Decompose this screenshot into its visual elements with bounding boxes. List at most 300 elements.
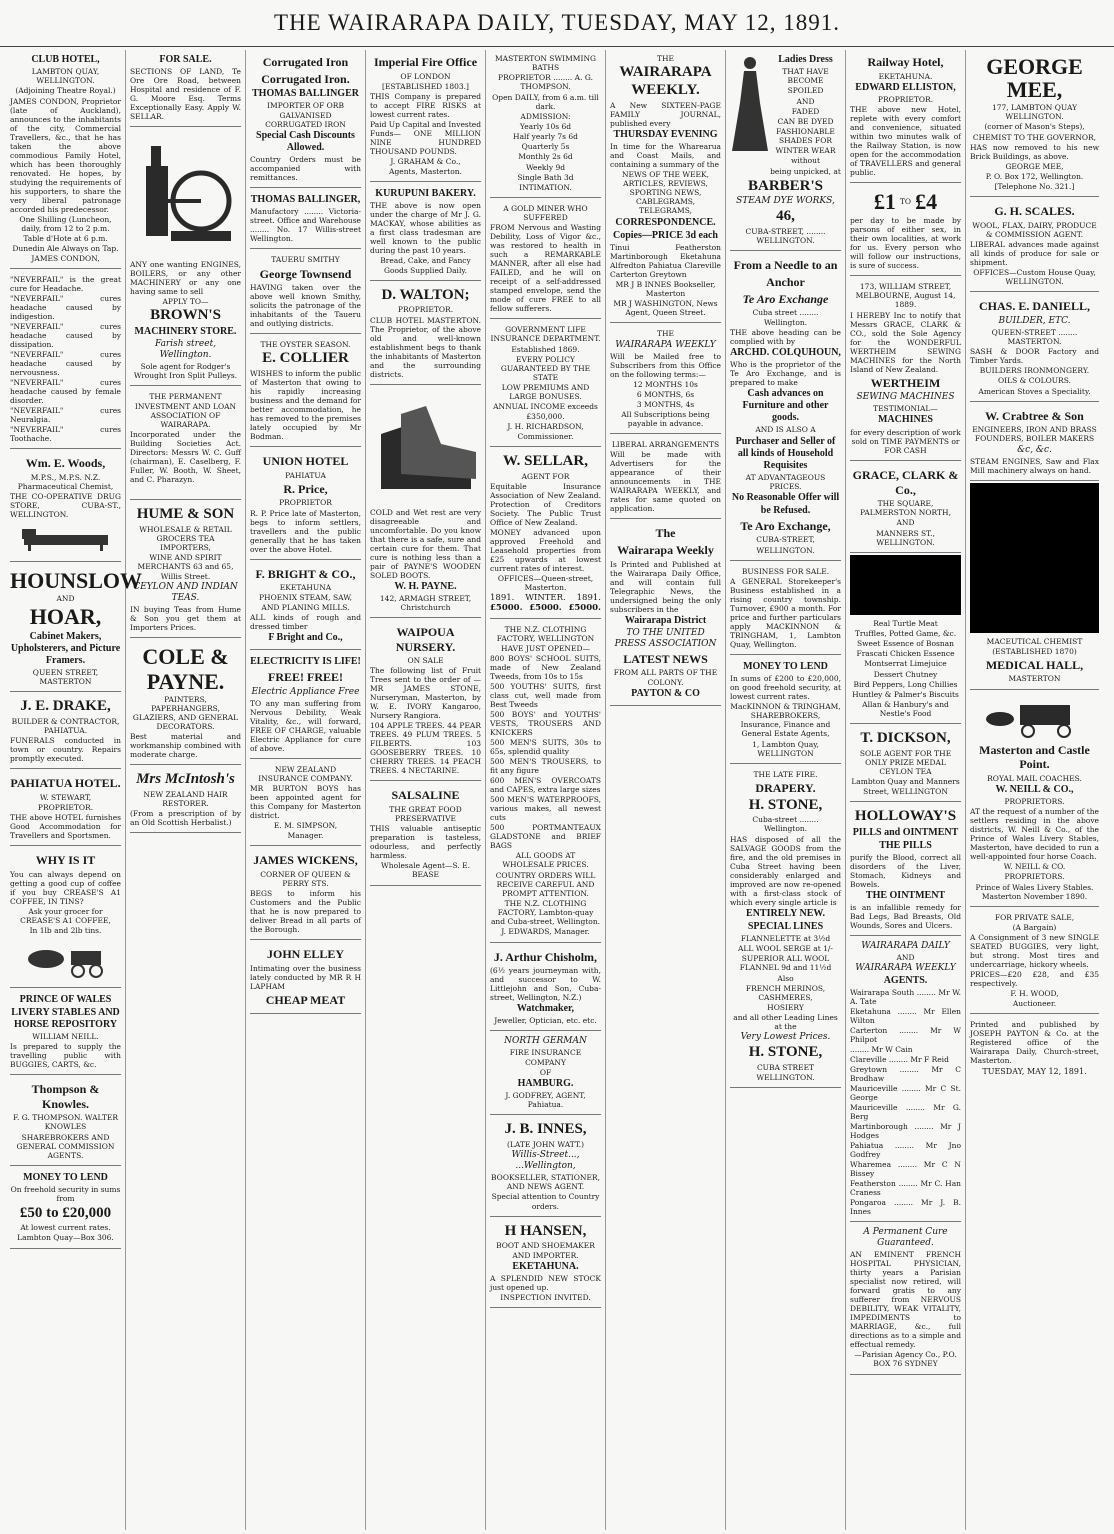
scales-sub: WOOL, FLAX, DAIRY, PRODUCE & COMMISSION AGENT. xyxy=(972,220,1097,239)
ad-union-hotel xyxy=(250,449,361,560)
club-hotel-body: JAMES CONDON, Proprietor (late of Auckland), announces to the inhabitants of the city, Commercial Travellers, &c., that he has taken the above commodious Family Hotel, which has been thoroughly renovated. He hopes, by studying the requirements of his supporters, to share the very liberal patronage accorded his predecessor. xyxy=(10,96,121,214)
pahiatua-hotel-name: W. STEWART, xyxy=(39,793,92,803)
the-daily-body2: TO THE UNITED PRESS ASSOCIATION xyxy=(614,627,717,649)
horse-carriage-illustration-icon xyxy=(16,939,116,979)
money-rate: At lowest current rates. xyxy=(20,1223,111,1233)
weekly-pre: THE xyxy=(656,54,675,63)
nz-ins-name: E. M. SIMPSON, xyxy=(273,820,338,830)
castle-sub: ROYAL MAIL COACHES. xyxy=(987,773,1082,783)
kurupuni-goods: Bread, Cake, and Fancy Goods Supplied Daily. xyxy=(380,256,471,275)
wickens-title: JAMES WICKENS, xyxy=(253,853,358,868)
hounslow-sub: Cabinet Makers, Upholsterers, and Picture Framers. xyxy=(10,630,121,666)
hounslow-amp: AND xyxy=(56,594,75,604)
ad-neverfail xyxy=(10,271,121,449)
hounslow-addr: QUEEN STREET, MASTERTON xyxy=(32,668,99,687)
ad-drake xyxy=(10,694,121,769)
turtle-line: Allan & Hanbury's and Nestle's Food xyxy=(862,700,949,719)
sellar-amount: £5000. xyxy=(529,603,562,614)
scales-body: LIBERAL advances made against all kinds of produce for sale or shipment. xyxy=(970,240,1099,268)
daniell-addr: QUEEN-STREET ........ MASTERTON. xyxy=(991,327,1078,347)
the-daily-title: The xyxy=(655,526,676,541)
browns-agent: Sole agent for Rodger's Wrought Iron Split Pulleys. xyxy=(133,362,238,381)
money-sub: On freehold security in sums from xyxy=(10,1185,121,1204)
club-hotel-sub2: (Adjoining Theatre Royal.) xyxy=(15,86,116,96)
clothing-sub: HAVE JUST OPENED— xyxy=(501,644,590,654)
imperial-role: Agents, Masterton. xyxy=(389,167,462,177)
union-sub: PAHIATUA xyxy=(285,470,326,480)
sellar-sub: AGENT FOR xyxy=(521,471,570,481)
thompson-title: Thompson & Knowles. xyxy=(31,1082,100,1111)
sale-role: Auctioneer. xyxy=(1012,999,1057,1009)
castle-name2: W. NEILL & CO. xyxy=(1003,862,1066,872)
sellar-office: OFFICES—Queen-street, Masterton. xyxy=(497,573,594,592)
mail-the: THE xyxy=(656,329,675,339)
govt-life-guarantee: EVERY POLICY GUARANTEED BY THE STATE xyxy=(500,354,591,382)
govt-life-title: GOVERNMENT LIFE INSURANCE DEPARTMENT. xyxy=(490,325,601,344)
sellar-amounts xyxy=(490,603,601,613)
ad-for-sale xyxy=(130,50,241,127)
exchange-body: THE above heading can be complied with by xyxy=(730,327,841,346)
hume-title: HUME & SON xyxy=(136,506,235,523)
exchange-title2: Te Aro Exchange, xyxy=(740,518,831,533)
wertheim-body: I HEREBY Inc to notify that Messrs GRACE, CLARK & CO., sold the Sole Agency for the WONDERFUL WERTHEIM SEWING MACHINES for the North Island of New Zealand. xyxy=(850,310,961,374)
clothing-item: 500 MEN'S WATERPROOFS, various makes, all newest cuts xyxy=(490,795,601,823)
crabtree-body: STEAM ENGINES, Saw and Flax Mill machinery always on hand. xyxy=(970,456,1099,475)
north-german-title: NORTH GERMAN xyxy=(504,1036,587,1047)
exchange-addr: Cuba street ........ Wellington. xyxy=(752,308,819,327)
dickson-sub: SOLE AGENT FOR THE ONLY PRIZE MEDAL CEYLON TEA xyxy=(859,749,952,777)
govt-life-premiums: LOW PREMIUMS AND LARGE BONUSES. xyxy=(501,383,590,402)
thompson-sub: F. G. THOMPSON. WALTER KNOWLES xyxy=(12,1113,119,1132)
fire-sub: DRAPERY. xyxy=(755,780,816,795)
ad-prince-livery xyxy=(10,990,121,1075)
hume-sub2: WINE AND SPIRIT MERCHANTS 63 and 65, Willis Street. xyxy=(137,553,234,581)
baths-row: Quarterly 5s xyxy=(521,142,570,152)
innes-role: BOOKSELLER, STATIONER, AND NEWS AGENT. xyxy=(491,1173,600,1192)
columns xyxy=(6,50,1108,1530)
club-hotel-lunch: One Shilling (Luncheon, daily, from 12 to 2 p.m. xyxy=(19,214,112,233)
exchange-purchaser: Purchaser and Seller of all kinds of Household Requisites xyxy=(735,435,836,471)
hume-sub: WHOLESALE & RETAIL GROCERS TEA IMPORTERS, xyxy=(139,524,232,553)
fire-also: Also xyxy=(777,973,794,983)
ad-govt-life xyxy=(490,321,601,447)
holloway-title: HOLLOWAY'S xyxy=(854,807,957,824)
sellar-year: WINTER. xyxy=(525,593,566,604)
chisholm-title: J. Arthur Chisholm, xyxy=(493,949,598,964)
exchange-offer: No Reasonable Offer will be Refused. xyxy=(731,492,840,516)
iron-sub: IMPORTER OF ORB GALVANISED CORRUGATED IRON xyxy=(265,101,346,129)
money2-addr: 1, Lambton Quay, WELLINGTON xyxy=(752,739,819,758)
neverfail-line: "NEVERFAIL" is the great cure for Headache. xyxy=(10,275,121,294)
ad-browns xyxy=(130,129,241,386)
imperial-capital: Paid Up Capital and Invested Funds— ONE MILLION NINE HUNDRED THOUSAND POUNDS. xyxy=(370,119,482,156)
cole-title1: COLE & xyxy=(142,643,229,669)
neverfail-line: "NEVERFAIL" cures headache caused by female disorder. xyxy=(10,378,121,406)
imprint xyxy=(970,1016,1099,1081)
salsaline-body: THIS valuable antiseptic preparation is tasteless, odourless, and perfectly harmless. xyxy=(370,824,481,861)
ad-wickens xyxy=(250,848,361,940)
iron-body: Country Orders must be accompanied with remittances. xyxy=(250,155,361,183)
wertheim-title: WERTHEIM xyxy=(870,375,941,390)
imprint-date: TUESDAY, MAY 12, 1891. xyxy=(982,1067,1087,1077)
ad-elley xyxy=(250,942,361,1014)
sellar-year: 1891. xyxy=(576,593,601,604)
woods-title: Wm. E. Woods, xyxy=(25,456,106,471)
dress-line: WINTER WEAR xyxy=(775,146,836,156)
exchange-cash: Cash advances on Furniture and other goods. xyxy=(742,387,829,424)
holloway-sub: PILLS and OINTMENT xyxy=(852,826,959,838)
innes-title: J. B. INNES, xyxy=(504,1121,587,1138)
column-2 xyxy=(126,50,246,1530)
dress-line: SPOILED xyxy=(787,86,824,96)
dress-block xyxy=(730,53,841,177)
baths-row: Yearly 10s 6d xyxy=(519,121,572,131)
salsaline-title: SALSALINE xyxy=(391,788,460,803)
steam-engine-illustration-icon xyxy=(131,136,241,256)
innes-note: Special attention to Country orders. xyxy=(491,1192,600,1211)
govt-life-income: ANNUAL INCOME exceeds £350,000. xyxy=(493,402,598,421)
money-title: MONEY TO LEND xyxy=(23,1172,108,1184)
ad-wairarapa-weekly xyxy=(610,50,721,323)
exchange-name: ARCHD. COLQUHOUN, xyxy=(730,346,841,358)
sale-body: A Consignment of 3 new SINGLE SEATED BUGGIES, very light, but strong. Most tires and undercarriage, hickory wheels. xyxy=(970,933,1099,970)
mee-tel: [Telephone No. 321.] xyxy=(994,182,1075,192)
mee-addr: 177, LAMBTON QUAY WELLINGTON. xyxy=(991,103,1078,122)
ad-imperial-fire xyxy=(370,50,481,182)
chisholm-trade: Watchmaker, xyxy=(516,1003,575,1015)
weekly-price: Copies—PRICE 3d each xyxy=(612,229,718,241)
dress-num: 46, xyxy=(776,208,795,225)
grace-addr: MANNERS ST., WELLINGTON. xyxy=(876,528,935,547)
ad-barbers-dye xyxy=(730,50,841,251)
fire-addr2: CUBA STREET xyxy=(756,1063,815,1073)
electricity-title: ELECTRICITY IS LIFE! xyxy=(250,655,361,667)
oyster-title: THE OYSTER SEASON. xyxy=(260,340,351,350)
the-daily-publisher: PAYTON & CO xyxy=(631,687,700,699)
walton-name: D. WALTON; xyxy=(381,286,470,303)
clothing-item: 500 BOYS' and YOUTHS' VESTS, TROUSERS AND KNICKERS xyxy=(490,710,601,738)
north-german-sub: FIRE INSURANCE COMPANY xyxy=(509,1048,582,1067)
hansen-town: EKETAHUNA. xyxy=(512,1260,579,1272)
exchange-addr2: CUBA-STREET, xyxy=(756,535,815,545)
for-sale-title: FOR SALE. xyxy=(159,54,212,65)
browns-apply: APPLY TO— xyxy=(162,297,209,307)
sale-name: F. H. WOOD, xyxy=(1010,989,1059,999)
crabtree-title: W. Crabtree & Son xyxy=(985,408,1084,423)
fire-item: ALL WOOL SERGE at 1/- xyxy=(738,944,833,954)
agents-row: Martinborough ........ Mr J Hodges xyxy=(850,1122,961,1141)
dress-name: BARBER'S xyxy=(747,177,824,194)
ad-swimming-baths xyxy=(490,50,601,198)
boots-body: COLD and Wet rest are very disagreeable and uncomfortable. Do you know that there is a safe, sure and certain cure for them. That cure is nothing less than a pair of PAYNE'S WOODEN SOLED BOOTS. xyxy=(370,507,481,580)
scales-title: G. H. SCALES. xyxy=(994,204,1075,219)
iron-title1: Corrugated Iron xyxy=(262,55,349,69)
ad-the-weekly xyxy=(610,521,721,705)
fire-body: HAS disposed of all the SALVAGE GOODS from the fire, and the old premises in Cuba Street having been considerably enlarged and improved are now re-opened with a first-class stock of which every single article is xyxy=(730,834,841,907)
ad-turtle xyxy=(850,615,961,724)
agents-title1: WAIRARAPA DAILY xyxy=(861,941,950,952)
imperial-body: THIS Company is prepared to accept FIRE RISKS at lowest current rates. xyxy=(370,91,481,119)
baths-row: Monthly 2s 6d xyxy=(518,152,573,162)
sellar-amount: £5000. xyxy=(490,603,523,614)
clothing-item: 800 BOYS' SCHOOL SUITS, made of New Zealand Tweeds, from 10s to 15s xyxy=(490,654,601,682)
business-title: BUSINESS FOR SALE. xyxy=(741,566,830,576)
fire-item: SUPERIOR ALL WOOL FLANNEL 9d and 11½d xyxy=(739,954,832,973)
dress-addr: CUBA-STREET, ........ WELLINGTON. xyxy=(745,227,826,246)
walton-body: CLUB HOTEL MASTERTON. The Proprietor, of the above old and well-known establishment begs to thank the inhabitants of Masterton and the surrounding districts. xyxy=(370,315,481,379)
mee-name: GEORGE MEE, xyxy=(1005,161,1064,171)
taueru-body: HAVING taken over the above well known Smithy, solicits the patronage of the inhabitants of the Taueru and outlying districts. xyxy=(250,283,361,329)
ad-ballinger2 xyxy=(250,190,361,249)
the-daily-district: Wairarapa District xyxy=(624,614,707,626)
elley-tag: CHEAP MEAT xyxy=(265,992,346,1007)
union-name: R. Price, xyxy=(283,481,328,496)
ad-permanent xyxy=(130,388,241,500)
wertheim-addr: 173, WILLIAM STREET, MELBOURNE, August 14, 1889. xyxy=(855,282,956,310)
bright-title: F. BRIGHT & CO., xyxy=(255,566,356,581)
scales-office: OFFICES—Custom House Quay, WELLINGTON. xyxy=(973,268,1096,287)
lady-figure-illustration-icon xyxy=(730,53,770,153)
ad-scales xyxy=(970,199,1099,292)
ad-holloway xyxy=(850,804,961,936)
sellar-title: W. SELLAR, xyxy=(503,452,588,469)
fire-hosiery: HOSIERY xyxy=(767,1002,804,1012)
railway-name: EDWARD ELLISTON, xyxy=(855,81,956,93)
mail-body: Will be Mailed free to Subscribers from this Office on the following terms:— xyxy=(610,351,721,379)
fire-merinos: FRENCH MERINOS, CASHMERES, xyxy=(745,983,826,1002)
chisholm-body: (6½ years journeyman with, and successor to W. Littlejohn and Son, Cuba-street, Wellington, N.Z.) xyxy=(490,966,601,1003)
ad-liberal xyxy=(610,436,721,519)
weekly-body2: In time for the Wharearua and Coast Mails, and containing a summary of the xyxy=(610,141,721,169)
clothing-item: 600 MEN'S OVERCOATS and CAPES, extra large sizes xyxy=(490,776,601,795)
salsaline-agent: Wholesale Agent—S. E. BEASE xyxy=(381,861,470,880)
ad-hume xyxy=(130,502,241,638)
ad-money-lend-2 xyxy=(730,657,841,764)
union-title: UNION HOTEL xyxy=(262,454,349,469)
why-body: You can always depend on getting a good cup of coffee if you buy CREASE'S A1 COFFEE, IN TINS? xyxy=(10,869,121,906)
money-addr: Lambton Quay—Box 306. xyxy=(17,1233,114,1243)
nz-ins-role: Manager. xyxy=(287,831,324,841)
ad-crabtree xyxy=(970,404,1099,481)
exchange-lead2: Anchor xyxy=(766,275,805,290)
wertheim-terms: for every description of work sold on TIME PAYMENTS or FOR CASH xyxy=(850,427,961,455)
ad-mcintosh xyxy=(130,767,241,833)
castle-name: W. NEILL & CO., xyxy=(995,783,1074,795)
baths-int: INTIMATION. xyxy=(519,182,572,192)
electricity-sub: FREE! FREE! xyxy=(268,670,343,685)
ad-electricity xyxy=(250,652,361,759)
clothing-addr: THE N.Z. CLOTHING FACTORY, Lambton-quay and Cuba-street, Wellington. xyxy=(490,898,601,927)
prince-title: PRINCE OF WALES LIVERY STABLES AND HORSE REPOSITORY xyxy=(11,994,120,1030)
sellar-years xyxy=(490,593,601,603)
fire-other: and all other Leading Lines at the xyxy=(733,1013,838,1032)
clothing-item: 500 PORTMANTEAUX GLADSTONE and BRIEF BAGS xyxy=(490,823,601,851)
railway-title: Railway Hotel, xyxy=(867,55,944,69)
grace-sub: THE SQUARE, PALMERSTON NORTH, xyxy=(860,499,951,518)
dress-line: AND xyxy=(796,96,815,106)
hansen-body: A SPLENDID NEW STOCK just opened up. xyxy=(490,1273,601,1292)
ad-dickson xyxy=(850,726,961,801)
imperial-title: Imperial Fire Office xyxy=(373,55,478,69)
hounslow-title2: HOAR, xyxy=(29,604,102,630)
physician-addr: —Parisian Agency Co., P.O. BOX 76 SYDNEY xyxy=(854,1350,957,1369)
cole-body: Best material and workmanship combined with moderate charge. xyxy=(130,732,241,760)
neverfail-line: "NEVERFAIL" cures headache caused by dissipation. xyxy=(10,322,121,350)
ad-private-sale xyxy=(970,909,1099,1015)
dress-line: FASHIONABLE SHADES FOR xyxy=(776,127,835,146)
mcintosh-title: Mrs McIntosh's xyxy=(136,771,235,788)
ad-club-hotel xyxy=(10,50,121,269)
ad-grace-clark xyxy=(850,463,961,553)
prince-name: WILLIAM NEILL. xyxy=(32,1031,99,1041)
ad-medical-hall xyxy=(970,633,1099,690)
daniell-body: SASH & DOOR Factory and Timber Yards. xyxy=(970,347,1099,366)
agents-row: Featherston ........ Mr C. Han Craness xyxy=(850,1179,961,1198)
ad-salsaline xyxy=(370,783,481,885)
ad-bright xyxy=(250,562,361,650)
castle-title: Masterton and Castle Point. xyxy=(979,742,1090,772)
daniell-sub: BUILDER, ETC. xyxy=(998,315,1071,326)
column-5 xyxy=(486,50,606,1530)
nz-ins-body: MR BURTON BOYS has been appointed agent for this Company for Masterton district. xyxy=(250,783,361,820)
electricity-sub2: Electric Appliance Free xyxy=(251,686,360,697)
why-footer: Ask your grocer for CREASE'S A1 COFFEE, xyxy=(20,906,111,926)
hall-town: MASTERTON xyxy=(1008,674,1061,684)
daniell-speciality: American Stoves a Speciality. xyxy=(978,386,1091,396)
baths-row: Single Bath 3d xyxy=(517,172,574,182)
pahiatua-hotel-role: PROPRIETOR. xyxy=(37,803,94,813)
fire-addr: Cuba-street ........ Wellington. xyxy=(752,815,819,834)
woods-body: THE CO-OPERATIVE DRUG STORE, CUBA-ST., WELLINGTON. xyxy=(10,492,121,520)
daniell-role: BUILDERS IRONMONGERY. xyxy=(979,366,1090,376)
hall-role: MACEUTICAL CHEMIST xyxy=(986,636,1083,646)
pahiatua-hotel-body: THE above HOTEL furnishes Good Accommodation for Travellers and Sportsmen. xyxy=(10,813,121,841)
ad-nz-insurance xyxy=(250,761,361,847)
mail-title: WAIRARAPA WEEKLY xyxy=(615,339,716,350)
ad-kurupuni xyxy=(370,184,481,280)
castle-role: PROPRIETORS. xyxy=(1004,797,1065,807)
pound-amount2: £4 xyxy=(915,189,938,215)
clothing-country: COUNTRY ORDERS WILL RECEIVE CAREFUL AND PROMPT ATTENTION. xyxy=(495,870,596,898)
imperial-est: [ESTABLISHED 1803.] xyxy=(382,81,469,91)
why-title: WHY IS IT xyxy=(35,853,96,868)
club-hotel-dinner: Table d'Hote at 6 p.m. xyxy=(23,233,108,243)
govt-life-role: Commissioner. xyxy=(517,431,574,441)
pound-body: per day to be made by parsons of either sex, in their own localities, at work for us. Every person who will follow our instructions, is sure of success. xyxy=(850,216,961,271)
masthead xyxy=(0,0,1114,47)
ad-payne-boots xyxy=(370,387,481,618)
drake-sub: BUILDER & CONTRACTOR, PAHIATUA. xyxy=(11,717,120,736)
mee-chemist: CHEMIST TO THE GOVERNOR, xyxy=(972,132,1097,142)
clothing-title: THE N.Z. CLOTHING FACTORY, WELLINGTON xyxy=(496,624,595,643)
railway-body: THE above new Hotel, replete with every comfort and convenience, situated within two minutes walk of the Railway Station, is now open for the accommodation of TRAVELLERS and general public. xyxy=(850,105,961,178)
neverfail-line: "NEVERFAIL" cures Toothache. xyxy=(10,425,121,444)
ad-te-aro-exchange xyxy=(730,253,841,560)
hansen-foot: INSPECTION INVITED. xyxy=(500,1292,591,1302)
clothing-item: 500 MEN'S TROUSERS, to fit any figure xyxy=(490,757,601,776)
imperial-sub: OF LONDON xyxy=(400,71,451,81)
ad-money-lend xyxy=(10,1168,121,1249)
turtle-line: Montserrat Limejuice xyxy=(864,659,947,669)
gold-body: FROM Nervous and Wasting Debility, Loss of Vigor &c., was restored to health in such a REMARKABLE MANNER, after all else had FAILED, and he will on receipt of a self-addressed stamped envelope, send the mode of cure FREE to all fellow sufferers. xyxy=(490,223,601,314)
column-9 xyxy=(966,50,1103,1530)
ad-hansen xyxy=(490,1219,601,1308)
column-8 xyxy=(846,50,966,1530)
railway-sub: EKETAHUNA. xyxy=(878,71,933,81)
ad-oyster xyxy=(250,336,361,447)
ad-cole-payne xyxy=(130,640,241,766)
agents-row: Pahiatua ........ Mr Jno Godfrey xyxy=(850,1141,961,1160)
ad-taueru xyxy=(250,251,361,334)
the-daily-from: FROM ALL PARTS OF THE COLONY. xyxy=(613,668,718,687)
elley-body: Intimating over the business lately conducted by MR R H LAPHAM xyxy=(250,963,361,991)
column-7 xyxy=(726,50,846,1530)
daniell-oils: OILS & COLOURS. xyxy=(998,376,1071,386)
ad-pound-per-day xyxy=(850,185,961,276)
prince-body: Is prepared to supply the travelling public with BUGGIES, CARTS, &c. xyxy=(10,1042,121,1070)
woods-sub: M.P.S., M.P.S. N.Z. Pharmaceutical Chemist, xyxy=(17,472,114,492)
agents-title2: WAIRARAPA WEEKLY xyxy=(855,963,956,974)
browns-sub: MACHINERY STORE. xyxy=(134,326,237,338)
hounslow-title1: HOUNSLOW xyxy=(10,568,143,594)
grace-and: AND xyxy=(896,518,915,528)
permanent-body: Incorporated under the Building Societies Act. Directors: Messrs W. C. Guff (chairman), E. Caselberg, F. Fuller, W. Booth, W. Sheet, and C. Pharazyn. xyxy=(130,430,241,485)
innes-addr: Willis-Street..., ...Wellington, xyxy=(511,1150,580,1172)
column-6 xyxy=(606,50,726,1530)
union-role: PROPRIETOR xyxy=(279,498,332,508)
drake-title: J. E. DRAKE, xyxy=(20,698,111,715)
browns-addr: Farish street, Wellington. xyxy=(154,339,217,361)
money2-body: In sums of £200 to £20,000, on good freehold security, at lowest current rates. xyxy=(730,673,841,701)
baths-row: Half yearly 7s 6d xyxy=(513,132,578,142)
grace-title: GRACE, CLARK & Co., xyxy=(852,467,959,497)
pound-to: TO xyxy=(899,197,912,207)
wertheim-machines: MACHINES xyxy=(877,414,933,426)
iron-notice: Special Cash Discounts Allowed. xyxy=(256,129,355,154)
mee-body: HAS now removed to his new Brick Buildings, as above. xyxy=(970,142,1099,161)
bright-body: ALL kinds of rough and dressed timber xyxy=(250,612,361,631)
taueru-name: George Townsend xyxy=(259,266,352,281)
column-3 xyxy=(246,50,366,1530)
ad-physician xyxy=(850,1224,961,1374)
ad-george-mee xyxy=(970,50,1099,197)
clothing-item: 500 YOUTHS' SUITS, first class cut, well made from Best Tweeds xyxy=(490,682,601,710)
weekly-body: A New SIXTEEN-PAGE FAMILY JOURNAL, published every xyxy=(610,100,721,128)
exchange-body2: Who is the proprietor of the Te Aro Exchange, and is prepared to make xyxy=(730,359,841,387)
agents-row: Clareville ........ Mr F Reid xyxy=(850,1055,949,1065)
taueru-title: TAUERU SMITHY xyxy=(271,255,340,265)
hansen-title: H HANSEN, xyxy=(504,1222,587,1239)
ad-business-sale xyxy=(730,563,841,655)
ad-corrugated-iron xyxy=(250,50,361,188)
oyster-body: WISHES to inform the public of Masterton that owing to his rapidly increasing business and the demand for better accommodation, he has removed to the premises lately occupied by Mr Bodman. xyxy=(250,369,361,442)
mail-row: 6 MONTHS, 6s xyxy=(636,389,695,399)
money2-firm: MacKINNON & TRINGHAM, SHAREBROKERS, Insurance, Finance and General Estate Agents, xyxy=(730,701,841,739)
govt-life-name: J. H. RICHARDSON, xyxy=(507,421,584,431)
mail-foot: All Subscriptions being payable in advance. xyxy=(621,410,710,429)
ad-clothing-factory xyxy=(490,621,601,943)
innes-sub: (LATE JOHN WATT.) xyxy=(506,1140,585,1150)
agents-row: ........ Mr W Cain xyxy=(850,1045,913,1055)
nz-ins-title: NEW ZEALAND INSURANCE COMPANY. xyxy=(258,764,353,783)
north-german-of: OF xyxy=(539,1067,552,1077)
wertheim-test: TESTIMONIAL— xyxy=(873,404,938,414)
agents-row: Wharemea ........ Mr C N Bissey xyxy=(850,1160,961,1179)
pound-amount1: £1 xyxy=(873,189,896,215)
sellar-year: 1891. xyxy=(490,593,515,604)
agents-and: AND xyxy=(896,953,915,963)
agents-row: Pongaroa ........ Mr J. B. Innes xyxy=(850,1198,961,1217)
